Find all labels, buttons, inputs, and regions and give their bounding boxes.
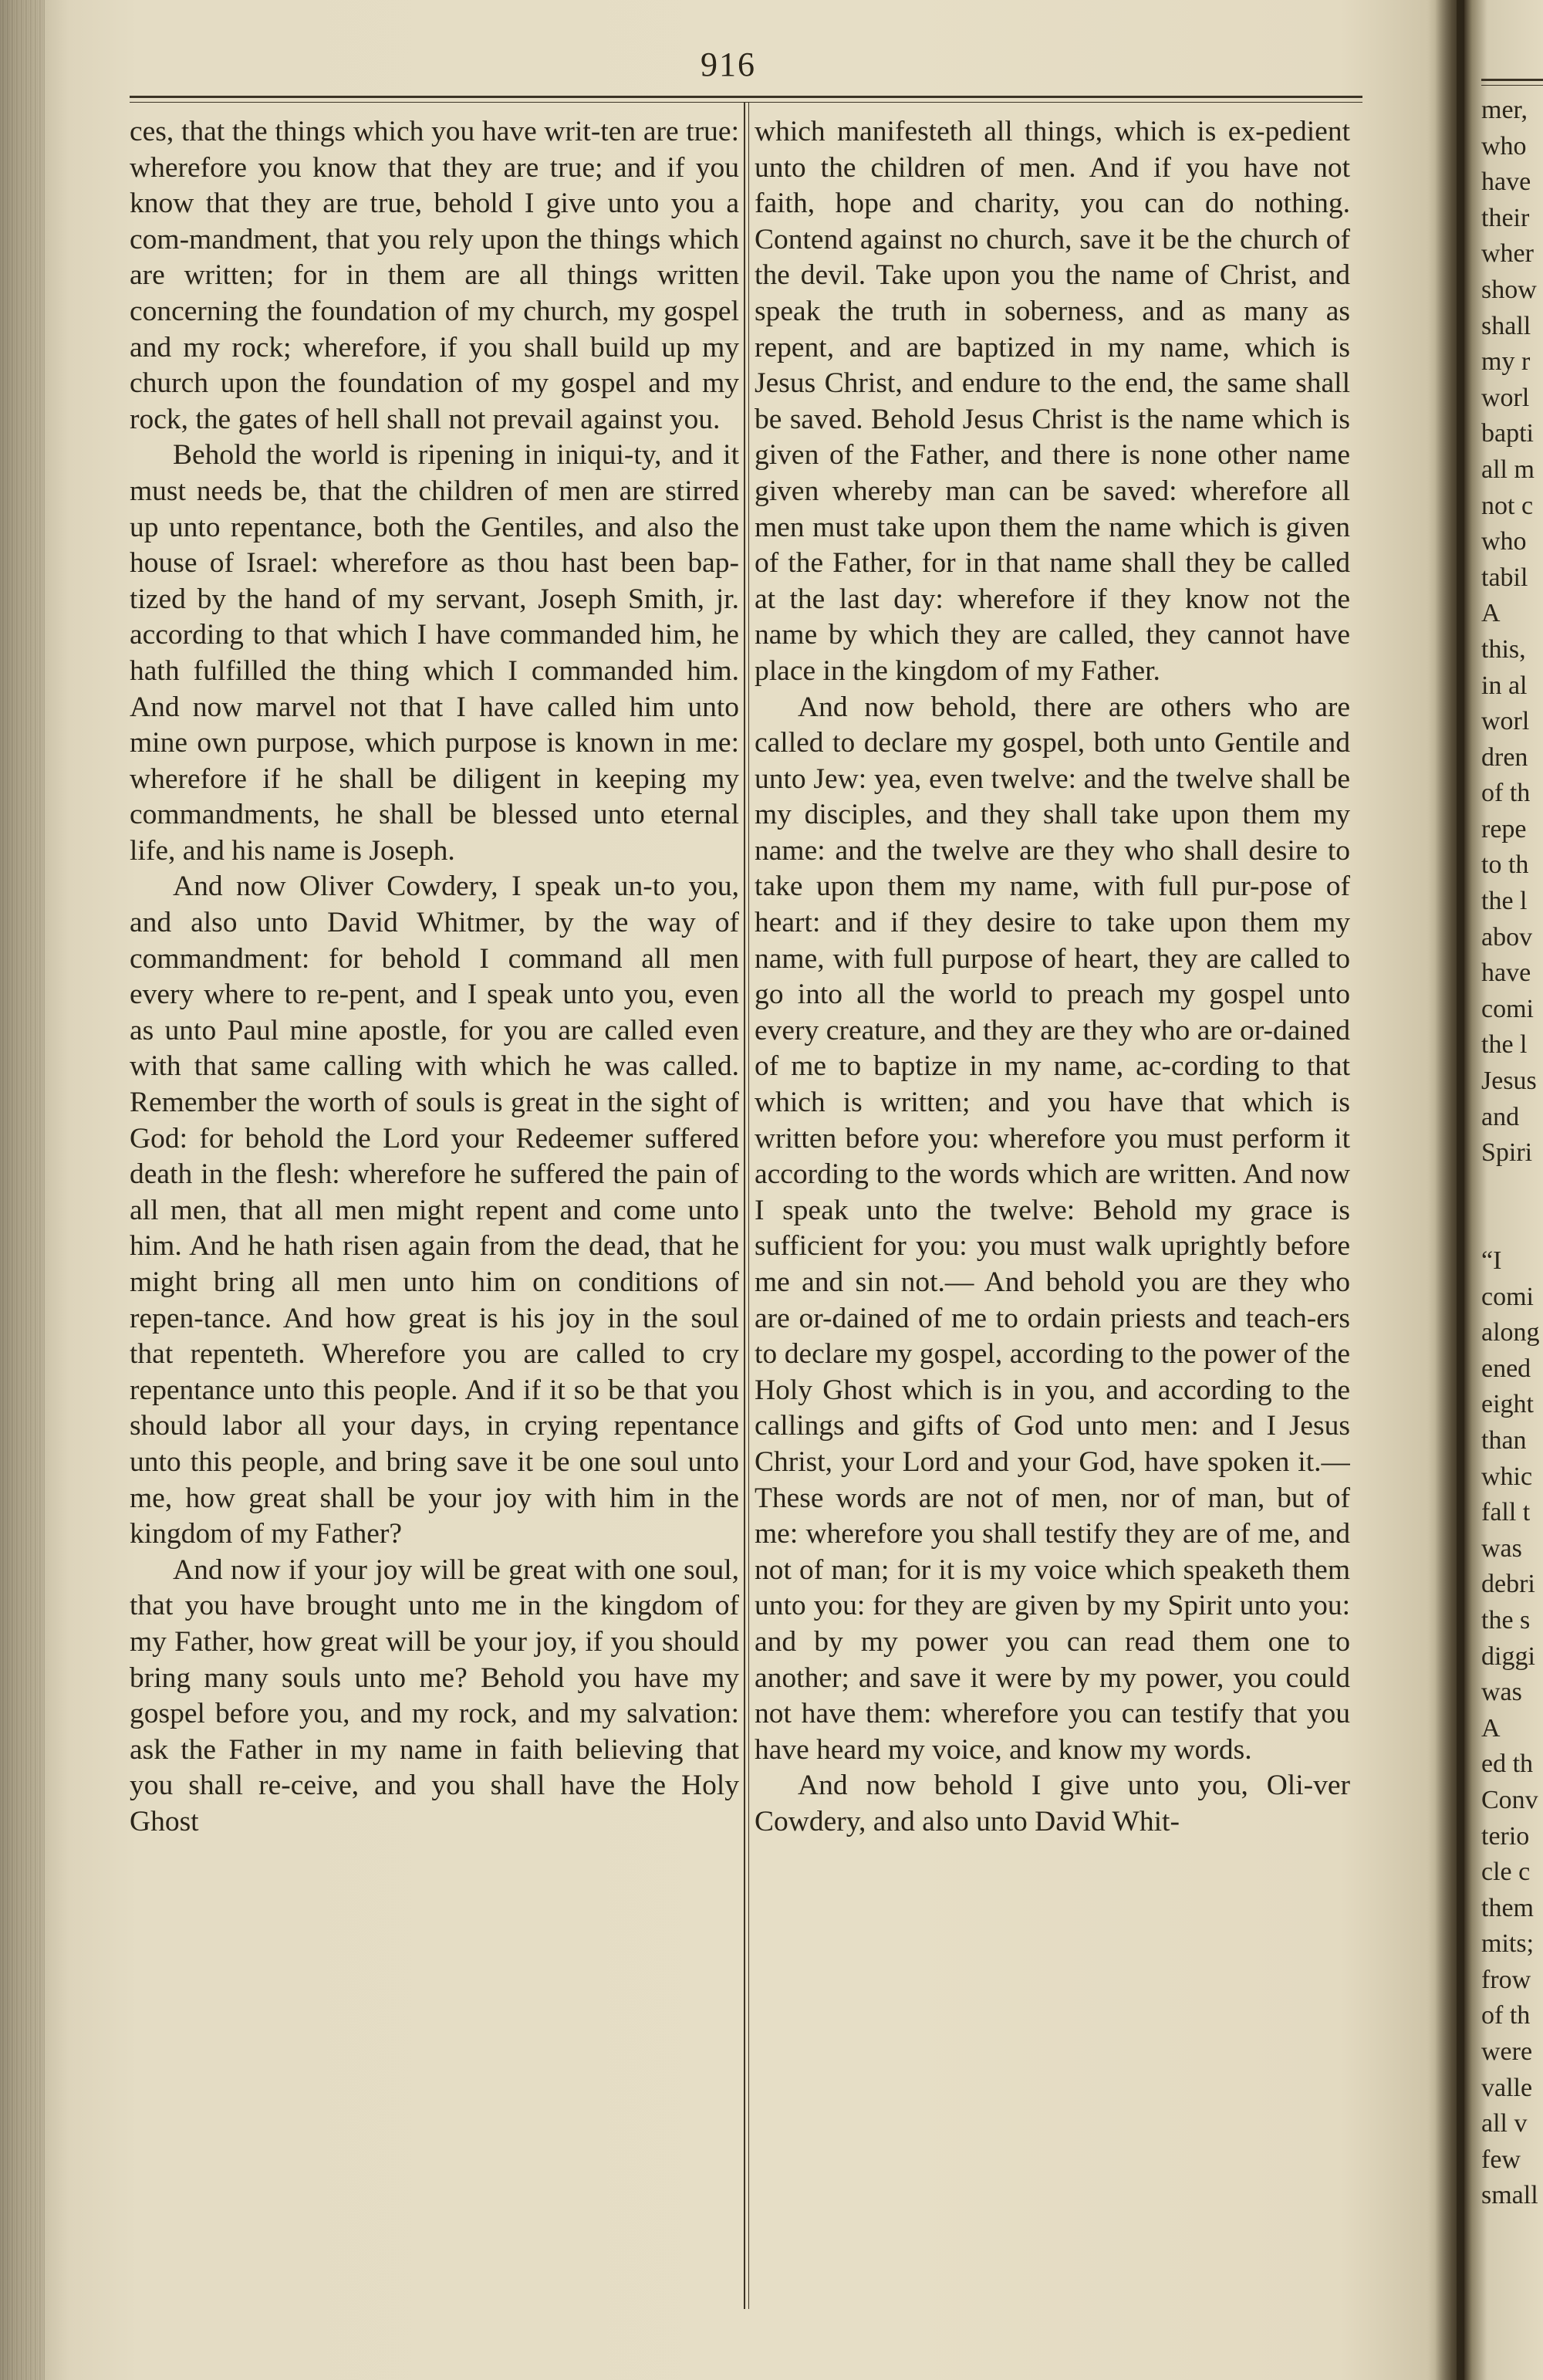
facing-page-fragment: Spiri — [1481, 1138, 1533, 1168]
facing-page-fragment: dren — [1481, 742, 1528, 772]
facing-page-fragment: small — [1481, 2181, 1538, 2210]
facing-page-fragment: have — [1481, 958, 1531, 988]
facing-page-fragment: all m — [1481, 455, 1535, 484]
facing-page-fragment: cle c — [1481, 1858, 1531, 1887]
right-column — [755, 114, 1350, 2306]
facing-page-fragment — [1481, 1207, 1543, 1243]
facing-page-fragment — [1481, 1171, 1543, 1208]
facing-page-fragment: the s — [1481, 1605, 1531, 1635]
facing-page-fragment: terio — [1481, 1821, 1530, 1851]
facing-page-fragment: shall — [1481, 311, 1531, 340]
paragraph: And now behold, there are others who are called to declare my gospel, both unto Gentile and unto Jew: yea, even twelve: and the twelve shall be my disciples, and they shall take upon them my name: and the twelve are they who shall desire to take upon them my name, with full pur-pose of heart: and if they desire to take upon them my name, with full purpose of heart, they are called to go into all the world to preach my gospel unto every creature, and they are they who are or-dained of me to baptize in my name, ac-cording to that which is written; and you have that which is written before you: wherefore you must perform it according to the words which are written. And now I speak unto the twelve: Behold my grace is sufficient for you: you must walk uprightly before me and sin not.— And behold you are they who are or-dained of me to ordain priests and teach-ers to declare my gospel, according to the power of the Holy Ghost which is in you, and according to the callings and gifts of God unto men: and I Jesus Christ, your Lord and your God, have spoken it.— These words are not of men, nor of man, but of me: wherefore you shall testify they are of me, and not of man; for it is my voice which speaketh them unto you: for they are given by my Spirit unto you: and by my power you can read them one to another; and save it were by my power, you could not have them: wherefore you can testify that you have heard my voice, and know my words. — [755, 691, 1350, 1766]
paragraph: And now if your joy will be great with one soul, that you have brought unto me in the kingdom of my Father, how great will be your joy, if you should bring many souls unto me? Behold you have my gospel before you, and my rock, and my salvation: ask the Father in my name in faith believing that you shall re-ceive, and you shall have the Holy Ghost — [130, 1553, 739, 1837]
facing-page-fragment: debri — [1481, 1570, 1535, 1599]
facing-page-fragment: worl — [1481, 707, 1530, 736]
facing-page-fragment: than — [1481, 1425, 1527, 1455]
facing-page-fragment: A — [1481, 1713, 1501, 1743]
facing-page-fragment: to th — [1481, 850, 1529, 880]
facing-page — [1464, 0, 1543, 2380]
facing-page-fragment: ened — [1481, 1354, 1531, 1383]
facing-page-fragment: few — [1481, 2145, 1521, 2174]
facing-page-fragment: of th — [1481, 2001, 1531, 2030]
facing-page-fragment: who — [1481, 131, 1527, 161]
facing-page-fragment: fall t — [1481, 1498, 1531, 1527]
facing-page-fragment: in al — [1481, 671, 1528, 700]
facing-page-fragment: them — [1481, 1893, 1534, 1922]
facing-page-fragment: my r — [1481, 347, 1531, 377]
paragraph: And now behold I give unto you, Oli-ver Cowdery, and also unto David Whit- — [755, 1770, 1350, 1837]
facing-page-fragment: their — [1481, 203, 1530, 232]
facing-page-fragment: along — [1481, 1318, 1540, 1347]
facing-page-fragment: mits; — [1481, 1929, 1535, 1959]
facing-page-fragment: abov — [1481, 922, 1533, 952]
paragraph: And now Oliver Cowdery, I speak un-to you, and also unto David Whitmer, by the way of commandment: for behold I command all men every where to re-pent, and I speak unto you, even as unto Paul mine apostle, for you are called even with that same calling with which he was called. Remember the worth of souls is great in the sight of God: for behold the Lord your Redeemer suffered death in the flesh: wherefore he suffered the pain of all men, that all men might repent and come unto him. And he hath risen again from the dead, that he might bring all men unto him on conditions of repen-tance. And how great is his joy in the soul that repenteth. Wherefore you are called to cry repentance unto this people. And if it so be that you should labor all your days, in crying repentance unto this people, and bring save it be one soul unto me, how great shall be your joy with him in the kingdom of my Father? — [130, 871, 739, 1550]
page-edge — [0, 0, 45, 2380]
facing-page-fragment: repe — [1481, 814, 1527, 843]
facing-page-fragment: the l — [1481, 887, 1528, 916]
facing-page-fragment: Conv — [1481, 1785, 1538, 1814]
facing-page-text — [1481, 93, 1543, 2214]
facing-page-fragment: comi — [1481, 1282, 1534, 1311]
facing-page-fragment: eight — [1481, 1390, 1534, 1419]
facing-page-fragment: A — [1481, 599, 1501, 628]
facing-page-fragment: wher — [1481, 239, 1534, 269]
facing-page-fragment: valle — [1481, 2073, 1533, 2102]
facing-page-fragment: show — [1481, 275, 1537, 304]
facing-page-fragment: who — [1481, 527, 1527, 556]
left-column — [130, 114, 739, 2306]
facing-page-fragment: frow — [1481, 1965, 1531, 1994]
book-gutter — [1435, 0, 1466, 2380]
facing-page-fragment: ed th — [1481, 1750, 1534, 1779]
facing-page-fragment: whic — [1481, 1462, 1533, 1491]
facing-page-fragment: comi — [1481, 994, 1534, 1023]
facing-page-fragment: not c — [1481, 491, 1534, 520]
column-divider — [744, 102, 749, 2309]
facing-page-fragment: bapti — [1481, 419, 1534, 448]
facing-page-fragment: all v — [1481, 2109, 1528, 2138]
facing-page-rule — [1481, 79, 1543, 86]
facing-page-fragment: have — [1481, 167, 1531, 197]
facing-page-fragment: worl — [1481, 383, 1530, 412]
facing-page-fragment: this, — [1481, 634, 1526, 664]
facing-page-fragment: the l — [1481, 1030, 1528, 1060]
facing-page-fragment: of th — [1481, 779, 1531, 808]
facing-page-fragment: was — [1481, 1533, 1522, 1563]
facing-page-fragment: Jesus — [1481, 1067, 1537, 1096]
page-number: 916 — [701, 46, 756, 83]
paragraph: which manifesteth all things, which is ex-pedient unto the children of men. And if you have not faith, hope and charity, you can do nothing. Contend against no church, save it be the church of the devil. Take upon you the name of Christ, and speak the truth in soberness, and as many as repent, and are baptized in my name, which is Jesus Christ, and endure to the end, the same shall be saved. Behold Jesus Christ is the name which is given of the Father, and there is none other name given whereby man can be saved: wherefore all men must take upon them the name which is given of the Father, for in that name shall they be called at the last day: wherefore if they know not the name by which they are called, they cannot have place in the kingdom of my Father. — [755, 116, 1350, 687]
facing-page-fragment: and — [1481, 1102, 1520, 1131]
facing-page-fragment: diggi — [1481, 1641, 1535, 1671]
facing-page-fragment: mer, — [1481, 96, 1528, 124]
paragraph: ces, that the things which you have writ-ten are true: wherefore you know that they are true; and if you know that they are true, behold I give unto you a com-mandment, that you rely upon the things which are written; for in them are all things written concerning the foundation of my church, my gospel and my rock; wherefore, if you shall build up my church upon the foundation of my gospel and my rock, the gates of hell shall not prevail against you. — [130, 116, 739, 435]
paragraph: Behold the world is ripening in iniqui-ty, and it must needs be, that the children of men are stirred up unto repentance, both the Gentiles, and also the house of Israel: wherefore as thou hast been bap-tized by the hand of my servant, Joseph Smith, jr. according to that which I have commanded him, he hath fulfilled the thing which I commanded him. And now marvel not that I have called him unto mine own purpose, which purpose is known in me: wherefore if he shall be diligent in keeping my commandments, he shall be blessed unto eternal life, and his name is Joseph. — [130, 439, 739, 867]
facing-page-fragment: “I — [1481, 1246, 1502, 1275]
facing-page-fragment: was — [1481, 1678, 1522, 1707]
facing-page-fragment: were — [1481, 2037, 1533, 2067]
facing-page-fragment: tabil — [1481, 563, 1528, 592]
